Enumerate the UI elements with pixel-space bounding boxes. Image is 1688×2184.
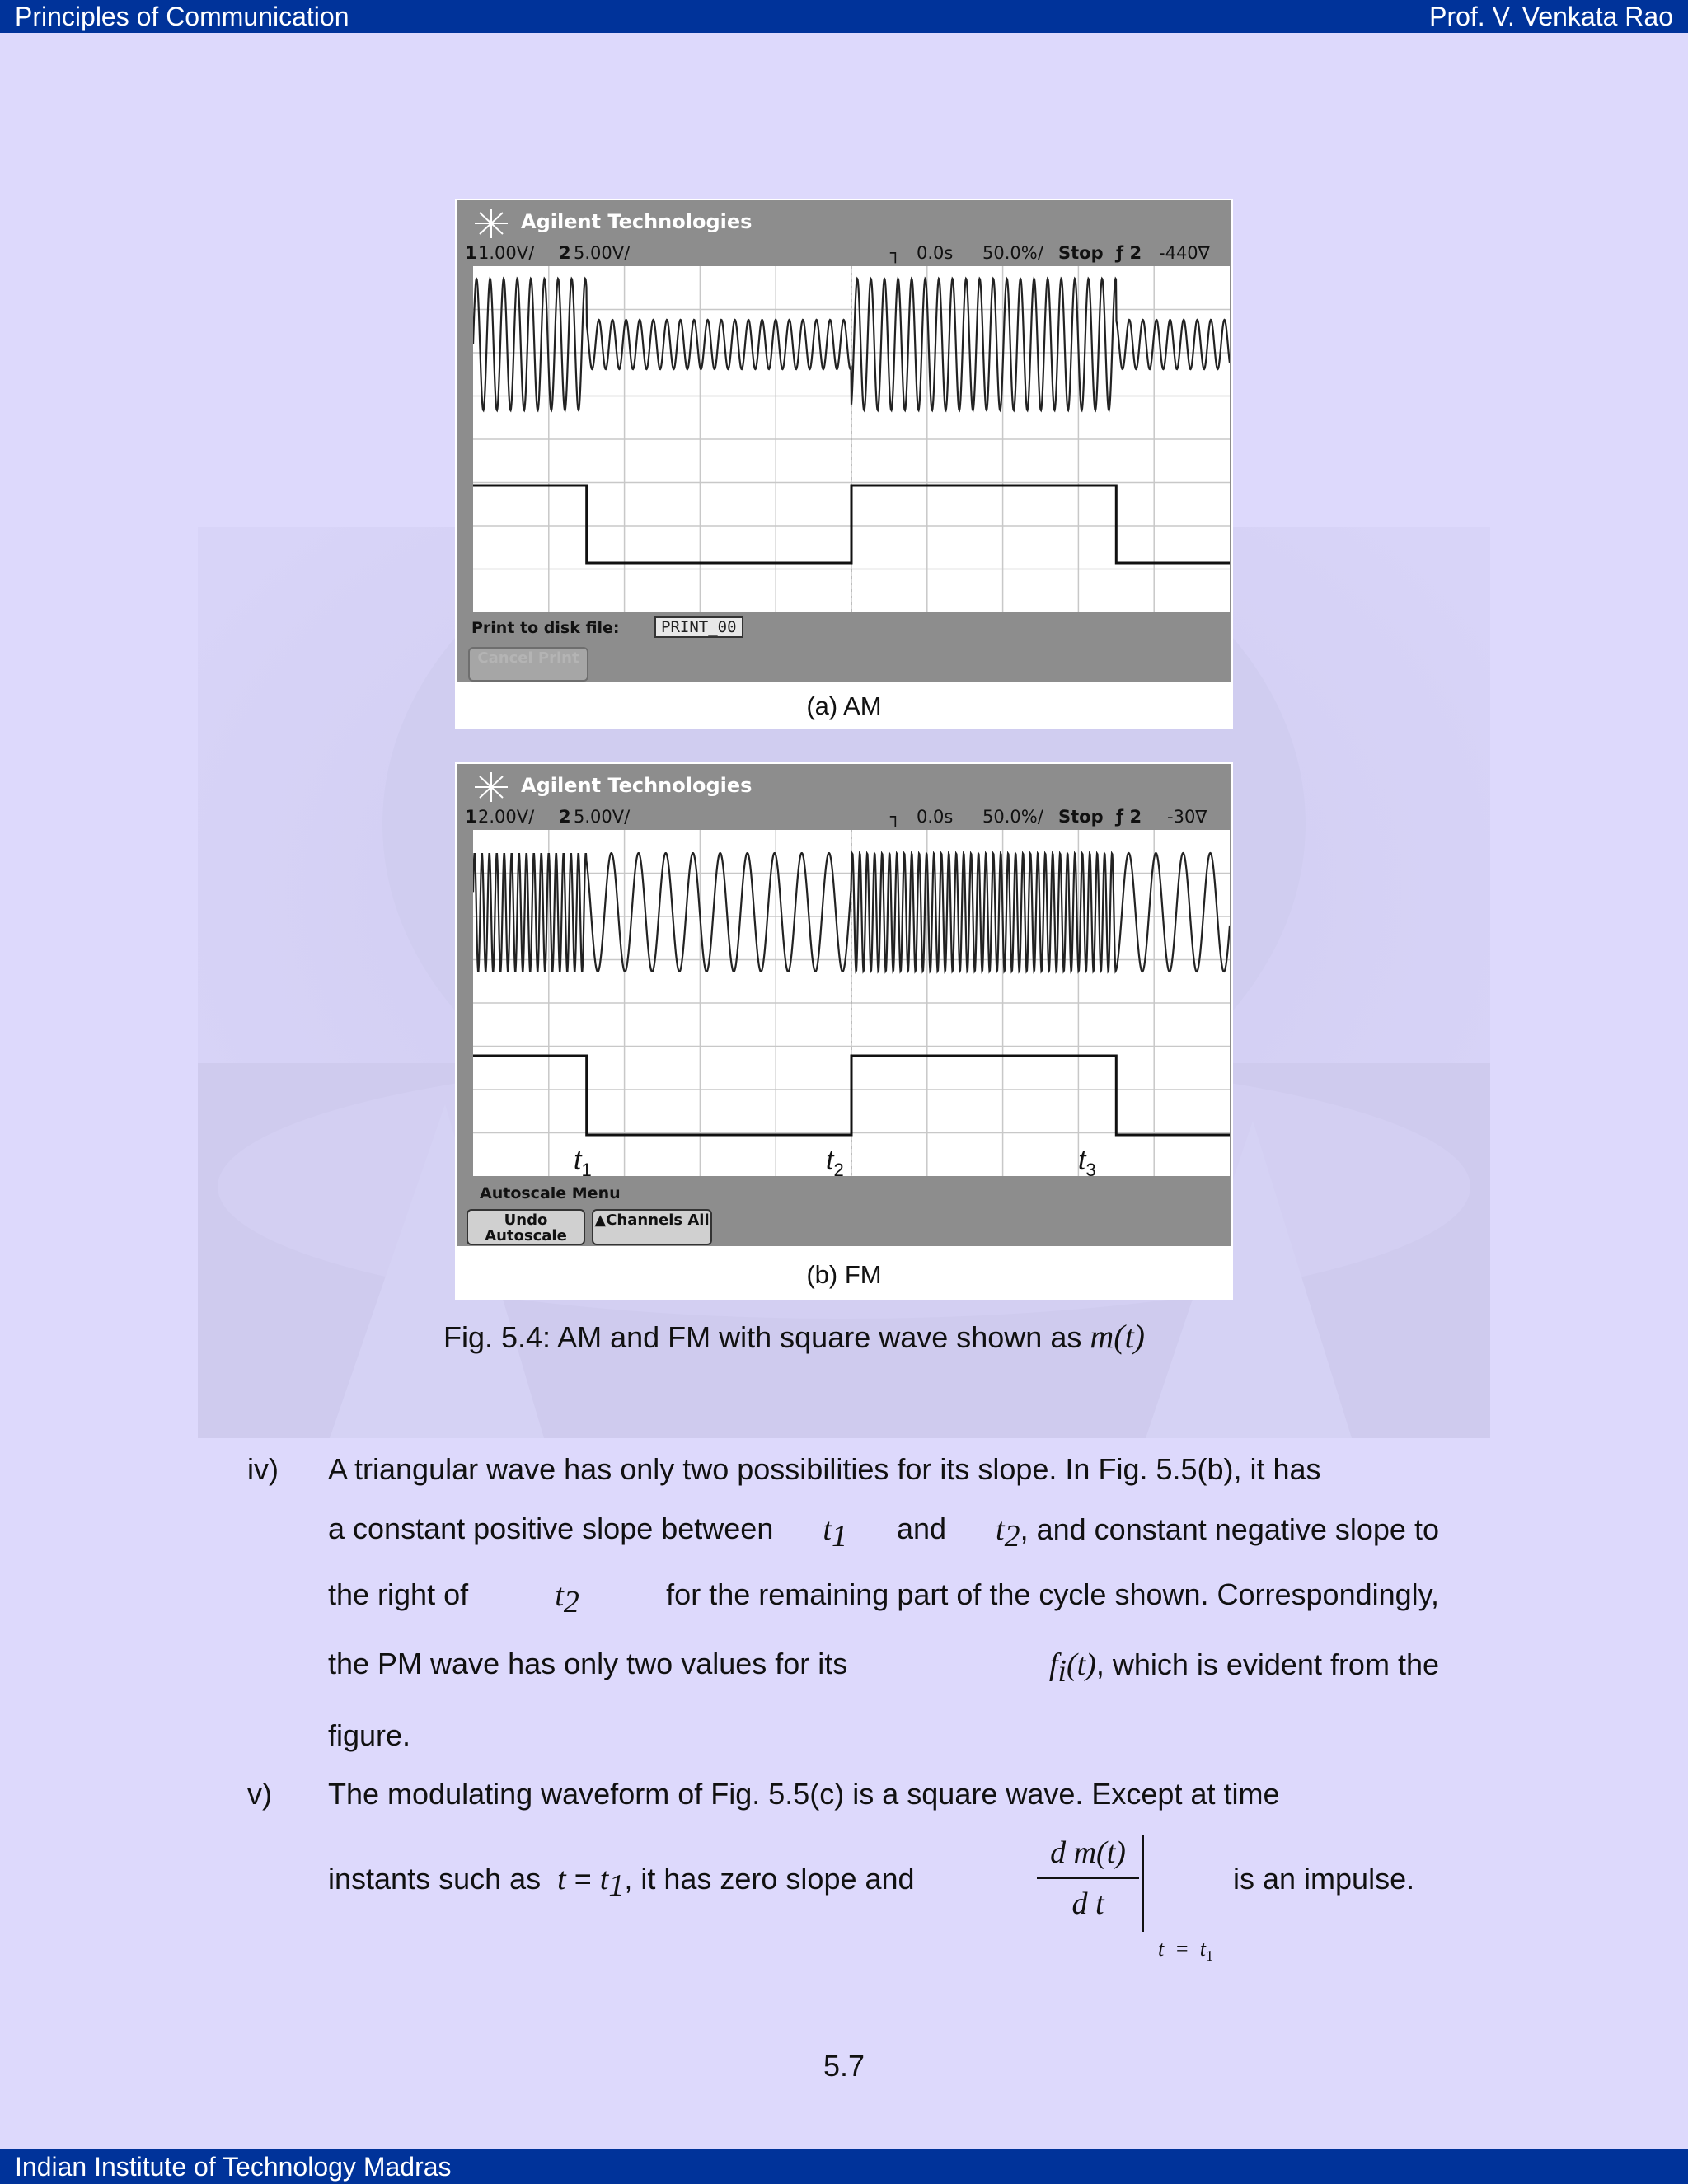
time-mark-t3: $t_3$: [1078, 1145, 1096, 1180]
trigger-marker-icon: ┐: [890, 807, 901, 827]
am-waveform-plot: [473, 266, 1230, 612]
run-state: Stop: [1058, 807, 1104, 827]
figure-am: [455, 199, 1233, 729]
ch2-scale: 5.00V/: [574, 807, 631, 827]
agilent-logo-icon: [468, 769, 514, 805]
time-mark-t1: $t_1$: [574, 1145, 592, 1180]
print-menu-label: Print to disk file:: [471, 619, 620, 637]
channels-all-button[interactable]: ▲Channels All: [592, 1209, 712, 1245]
ch2-scale: 5.00V/: [574, 243, 631, 263]
list-item-label: v): [247, 1777, 272, 1811]
run-state: Stop: [1058, 243, 1104, 263]
paragraph-line: A triangular wave has only two possibilities for its slope. In Fig. 5.5(b), it has: [328, 1452, 1321, 1486]
trigger-marker-icon: ┐: [890, 243, 901, 263]
scope-status-bar: [465, 243, 1223, 268]
ch1-label: 1: [465, 807, 477, 827]
ch1-scale: 1.00V/: [478, 243, 535, 263]
print-file-name-field[interactable]: PRINT_00: [654, 616, 743, 638]
ch1-scale: 2.00V/: [478, 807, 535, 827]
list-item-label: iv): [247, 1452, 279, 1486]
autoscale-menu-label: Autoscale Menu: [480, 1184, 621, 1202]
figure-fm: [455, 762, 1233, 1300]
timebase: 50.0%/: [982, 243, 1043, 263]
oscilloscope-screen-am: [457, 200, 1231, 682]
header-author: Prof. V. Venkata Rao: [1429, 2, 1673, 31]
paragraph-line: The modulating waveform of Fig. 5.5(c) is a square wave. Except at time: [328, 1777, 1280, 1811]
subfigure-caption-a: (a) AM: [806, 691, 882, 720]
oscilloscope-screen-fm: [457, 764, 1231, 1246]
ch2-label: 2: [559, 807, 571, 827]
time-offset: 0.0s: [917, 243, 954, 263]
subfigure-caption-b: (b) FM: [806, 1260, 882, 1289]
undo-autoscale-button[interactable]: Undo Autoscale: [467, 1209, 585, 1245]
ch1-label: 1: [465, 243, 477, 263]
paragraph-line: instants such as $t = t_1$, it has zero slope and: [328, 1862, 915, 1904]
timebase: 50.0%/: [982, 807, 1043, 827]
footer-institution: Indian Institute of Technology Madras: [15, 2152, 452, 2182]
scope-status-bar: [465, 807, 1223, 832]
page-header: [0, 0, 1688, 33]
time-offset: 0.0s: [917, 807, 954, 827]
agilent-logo-icon: [468, 205, 514, 241]
paragraph-line: figure.: [328, 1718, 411, 1752]
fm-waveform-plot: [473, 830, 1230, 1176]
caption-math: m(t): [1090, 1318, 1145, 1355]
brand-name: Agilent Technologies: [521, 210, 753, 233]
time-mark-t2: $t_2$: [826, 1145, 844, 1180]
page-number: 5.7: [823, 2049, 865, 2083]
paragraph-line: the PM wave has only two values for its $f_i(t)$, which is evident from the: [328, 1647, 1439, 1690]
derivative-expression: d m(t) d t: [1037, 1835, 1144, 1950]
derivative-eval-point: $t = t_1$: [1158, 1937, 1213, 1965]
brand-name: Agilent Technologies: [521, 774, 753, 797]
cancel-print-button[interactable]: Cancel Print: [468, 647, 588, 682]
paragraph-line: the right of $t_2$ for the remaining part of the cycle shown. Correspondingly,: [328, 1577, 1439, 1620]
figure-caption: Fig. 5.4: AM and FM with square wave shown as m(t): [443, 1318, 1145, 1355]
trigger-level: -440∇: [1159, 243, 1210, 263]
modulating-square-wave: [473, 485, 1230, 563]
trigger-source: ƒ 2: [1116, 807, 1142, 827]
paragraph-line: is an impulse.: [1233, 1862, 1415, 1896]
page-footer: [0, 2149, 1688, 2184]
trigger-level: -30∇: [1167, 807, 1207, 827]
header-title: Principles of Communication: [15, 2, 349, 31]
paragraph-line: a constant positive slope between $t_1$ and $t_2$, and constant negative slope to: [328, 1511, 1439, 1554]
modulating-square-wave: [473, 1056, 1230, 1135]
trigger-source: ƒ 2: [1116, 243, 1142, 263]
ch2-label: 2: [559, 243, 571, 263]
